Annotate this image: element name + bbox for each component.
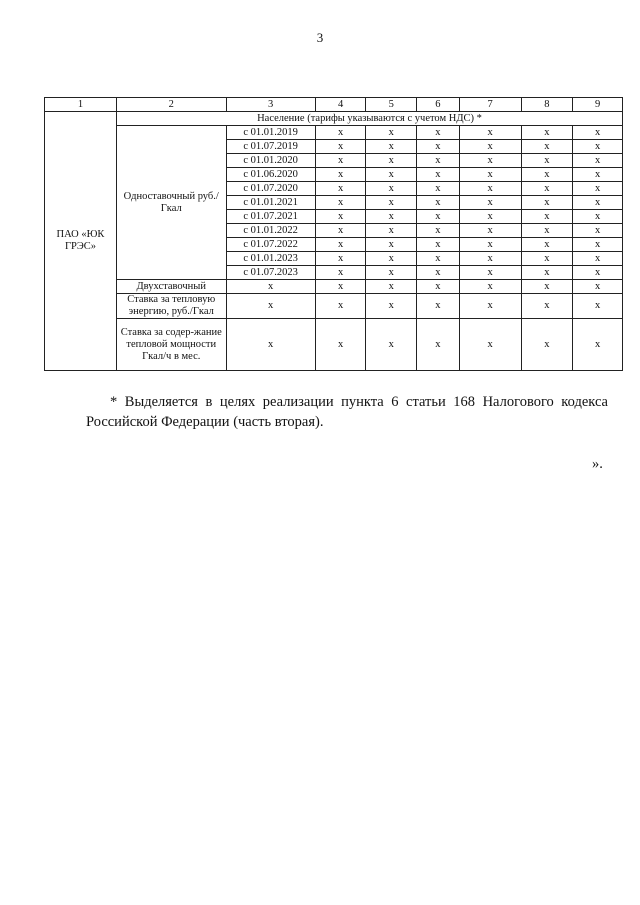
value-cell: x: [521, 252, 573, 266]
value-cell: x: [315, 210, 366, 224]
value-cell: x: [459, 182, 521, 196]
page-number: 3: [316, 30, 324, 45]
value-cell: x: [226, 294, 315, 319]
column-number-cell: 5: [366, 98, 417, 112]
value-cell: x: [417, 224, 460, 238]
value-cell: x: [366, 182, 417, 196]
value-cell: x: [573, 224, 623, 238]
column-number-cell: 6: [417, 98, 460, 112]
value-cell: x: [417, 126, 460, 140]
value-cell: x: [573, 238, 623, 252]
value-cell: x: [459, 238, 521, 252]
value-cell: x: [226, 319, 315, 371]
tariff-table: [44, 97, 623, 371]
date-cell: с 01.07.2019: [226, 140, 315, 154]
value-cell: x: [521, 140, 573, 154]
value-cell: x: [417, 319, 460, 371]
column-number-cell: 8: [521, 98, 573, 112]
value-cell: x: [573, 319, 623, 371]
value-cell: x: [417, 140, 460, 154]
value-cell: x: [521, 154, 573, 168]
value-cell: x: [459, 210, 521, 224]
value-cell: x: [417, 196, 460, 210]
date-cell: с 01.01.2019: [226, 126, 315, 140]
value-cell: x: [366, 210, 417, 224]
value-cell: x: [315, 168, 366, 182]
value-cell: x: [417, 280, 460, 294]
value-cell: x: [573, 280, 623, 294]
value-cell: x: [315, 140, 366, 154]
value-cell: x: [315, 224, 366, 238]
value-cell: x: [315, 294, 366, 319]
organization-cell: ПАО «ЮК ГРЭС»: [45, 112, 117, 371]
value-cell: x: [573, 196, 623, 210]
value-cell: x: [417, 238, 460, 252]
column-number-cell: 1: [45, 98, 117, 112]
value-cell: x: [417, 252, 460, 266]
value-cell: x: [417, 168, 460, 182]
value-cell: x: [417, 294, 460, 319]
value-cell: x: [315, 319, 366, 371]
rate-label-cell: Ставка за тепловую энергию, руб./Гкал: [116, 294, 226, 319]
value-cell: x: [366, 224, 417, 238]
value-cell: x: [366, 294, 417, 319]
value-cell: x: [521, 238, 573, 252]
value-cell: x: [417, 266, 460, 280]
value-cell: x: [521, 196, 573, 210]
value-cell: x: [366, 266, 417, 280]
date-cell: с 01.07.2020: [226, 182, 315, 196]
date-cell: с 01.01.2021: [226, 196, 315, 210]
date-cell: с 01.01.2020: [226, 154, 315, 168]
value-cell: x: [459, 266, 521, 280]
value-cell: x: [417, 182, 460, 196]
value-cell: x: [573, 126, 623, 140]
value-cell: x: [459, 294, 521, 319]
value-cell: x: [366, 140, 417, 154]
value-cell: x: [573, 294, 623, 319]
value-cell: x: [521, 168, 573, 182]
column-number-cell: 4: [315, 98, 366, 112]
section-title-row: [45, 112, 623, 126]
value-cell: x: [366, 126, 417, 140]
column-number-cell: 2: [116, 98, 226, 112]
value-cell: x: [417, 154, 460, 168]
table-row: [45, 126, 623, 140]
value-cell: x: [521, 280, 573, 294]
column-number-cell: 3: [226, 98, 315, 112]
value-cell: x: [521, 294, 573, 319]
value-cell: x: [459, 196, 521, 210]
value-cell: x: [366, 280, 417, 294]
value-cell: x: [459, 280, 521, 294]
value-cell: x: [459, 224, 521, 238]
value-cell: x: [459, 126, 521, 140]
value-cell: x: [573, 266, 623, 280]
value-cell: x: [521, 224, 573, 238]
value-cell: x: [573, 182, 623, 196]
date-cell: с 01.07.2021: [226, 210, 315, 224]
closing-quote: ».: [592, 456, 603, 472]
section-title-cell: Население (тарифы указываются с учетом НДС) *: [116, 112, 622, 126]
value-cell: x: [315, 266, 366, 280]
footnote: * Выделяется в целях реализации пункта 6 статьи 168 Налогового кодекса Российской Федерации (часть вторая).: [86, 394, 608, 430]
rate-label-cell: Ставка за содер-жание тепловой мощности Гкал/ч в мес.: [116, 319, 226, 371]
value-cell: x: [521, 266, 573, 280]
rate-label-cell: Двухставочный: [116, 280, 226, 294]
value-cell: x: [315, 280, 366, 294]
value-cell: x: [315, 182, 366, 196]
column-number-row: [45, 98, 623, 112]
value-cell: x: [366, 319, 417, 371]
value-cell: x: [459, 319, 521, 371]
date-cell: с 01.07.2022: [226, 238, 315, 252]
value-cell: x: [417, 210, 460, 224]
date-cell: с 01.07.2023: [226, 266, 315, 280]
column-number-cell: 7: [459, 98, 521, 112]
value-cell: x: [315, 252, 366, 266]
date-cell: с 01.01.2022: [226, 224, 315, 238]
value-cell: x: [459, 168, 521, 182]
single-rate-label-cell: Одноставочный руб./Гкал: [116, 126, 226, 280]
value-cell: x: [521, 319, 573, 371]
value-cell: x: [573, 252, 623, 266]
value-cell: x: [315, 126, 366, 140]
value-cell: x: [521, 182, 573, 196]
value-cell: x: [366, 252, 417, 266]
value-cell: x: [459, 252, 521, 266]
value-cell: x: [366, 168, 417, 182]
value-cell: x: [315, 238, 366, 252]
table-row: [45, 280, 623, 294]
value-cell: x: [226, 280, 315, 294]
value-cell: x: [573, 168, 623, 182]
value-cell: x: [459, 140, 521, 154]
column-number-cell: 9: [573, 98, 623, 112]
value-cell: x: [573, 154, 623, 168]
date-cell: с 01.01.2023: [226, 252, 315, 266]
value-cell: x: [366, 196, 417, 210]
value-cell: x: [573, 210, 623, 224]
value-cell: x: [573, 140, 623, 154]
value-cell: x: [315, 154, 366, 168]
value-cell: x: [315, 196, 366, 210]
value-cell: x: [366, 154, 417, 168]
date-cell: с 01.06.2020: [226, 168, 315, 182]
value-cell: x: [366, 238, 417, 252]
value-cell: x: [459, 154, 521, 168]
table-row: [45, 294, 623, 319]
table-row: [45, 319, 623, 371]
value-cell: x: [521, 210, 573, 224]
tariff-table-body: [45, 98, 623, 371]
value-cell: x: [521, 126, 573, 140]
